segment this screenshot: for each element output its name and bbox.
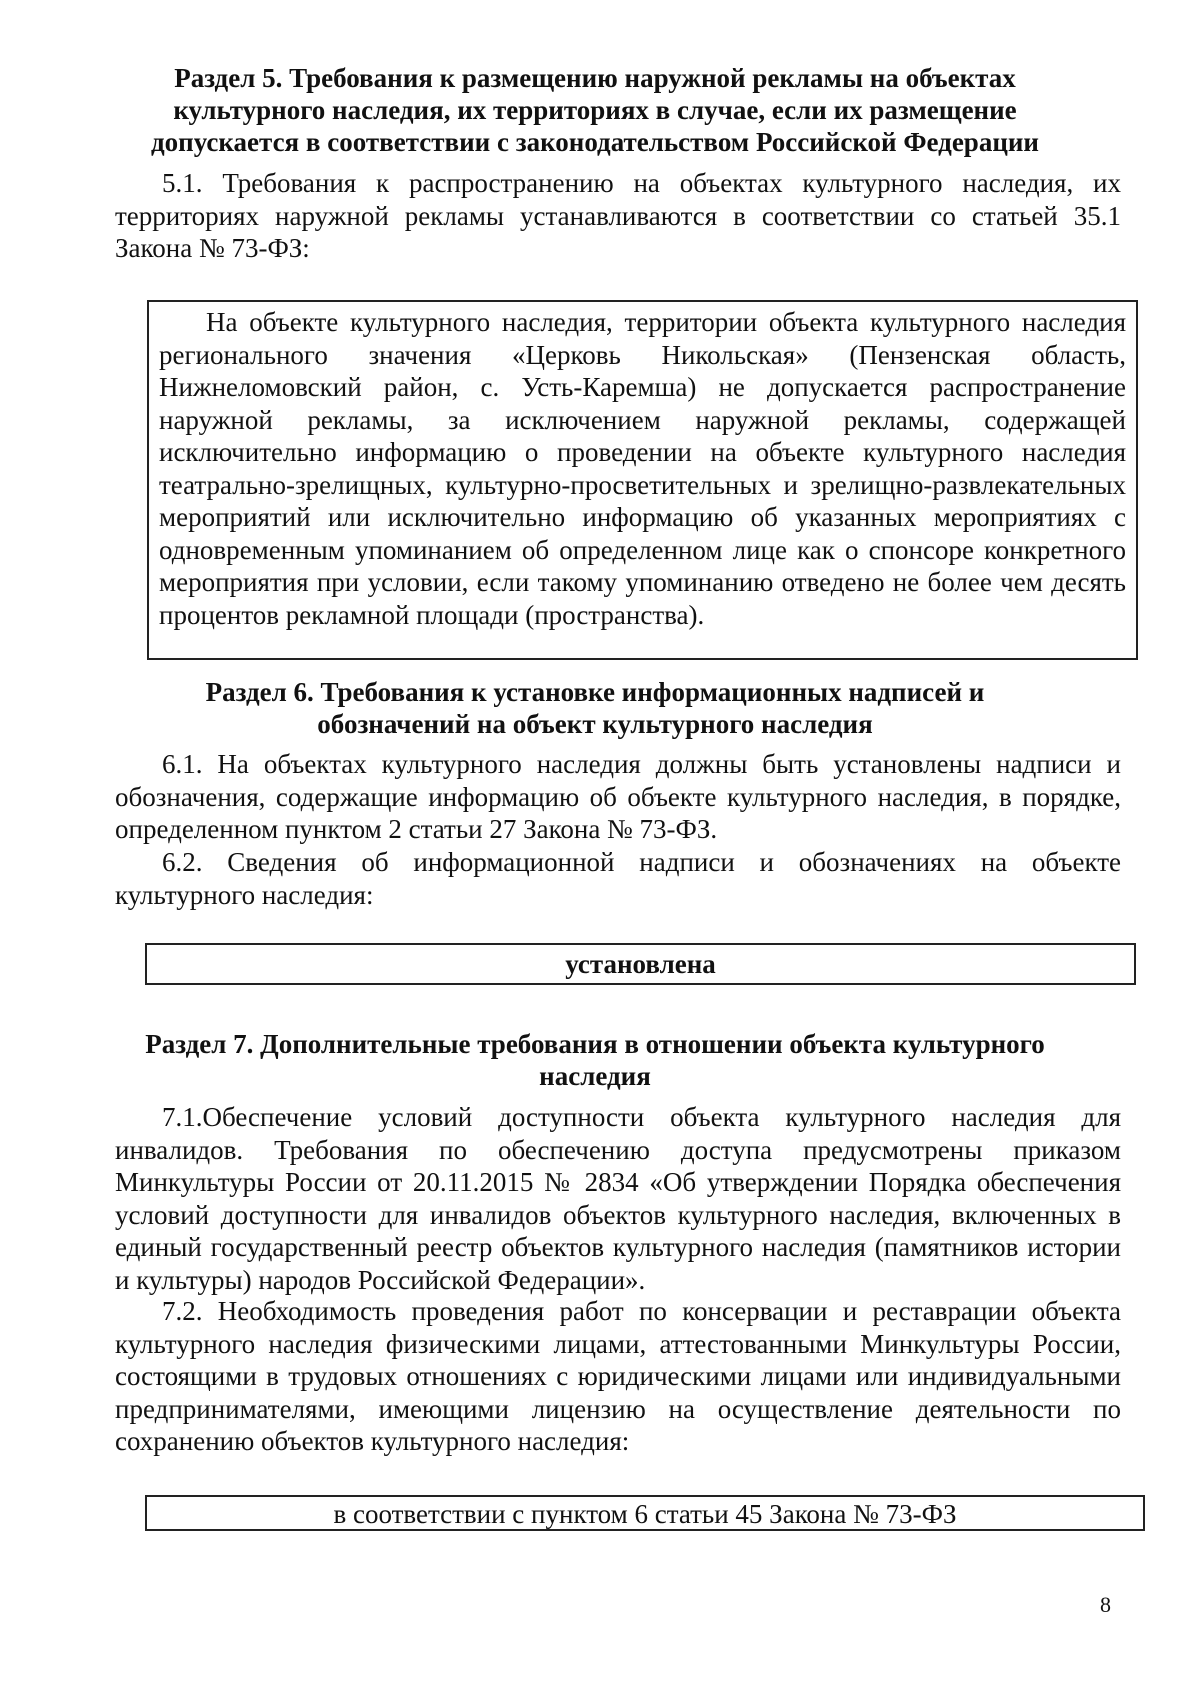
paragraph-5-1: 5.1. Требования к распространению на объектах культурного наследия, их территориях наружной рекламы устанавливаются в соответствии со статьей 35.1 Закона № 73-ФЗ: (115, 168, 1121, 263)
paragraph-6-1: 6.1. На объектах культурного наследия должны быть установлены надписи и обозначения, содержащие информацию об объекте культурного наследия, в порядке, определенном пунктом 2 статьи 27 Закона № 73-ФЗ. (115, 749, 1121, 844)
paragraph-7-2: 7.2. Необходимость проведения работ по консервации и реставрации объекта культурного наследия физическими лицами, аттестованными Минкультуры России, состоящими в трудовых отношениях с юридическими лицами или индивидуальными предпринимателями, имеющими лицензию на осуществление деятельности по сохранению объектов культурного наследия: (115, 1296, 1121, 1456)
inscription-status-text: установлена (565, 949, 716, 979)
section-7-heading: Раздел 7. Дополнительные требования в отношении объекта культурного наследия (145, 1029, 1045, 1091)
advertising-requirements-box (147, 300, 1138, 660)
restoration-requirement-box (145, 1495, 1145, 1531)
section-6-heading: Раздел 6. Требования к установке информационных надписей и обозначений на объект культурного наследия (205, 677, 985, 739)
restoration-requirement-text: в соответствии с пунктом 6 статьи 45 Закона № 73-ФЗ (333, 1499, 957, 1529)
page-number: 8 (1100, 1592, 1111, 1617)
inscription-status-box (145, 943, 1136, 985)
advertising-requirements-text: На объекте культурного наследия, территории объекта культурного наследия регионального значения «Церковь Никольская» (Пензенская область, Нижнеломовский район, с. Усть-Каремша) не допускается распространение наружной рекламы, за исключением наружной рекламы, содержащей исключительно информацию о проведении на объекте культурного наследия театрально-зрелищных, культурно-просветительных и зрелищно-развлекательных мероприятий или исключительно информацию об указанных мероприятиях с одновременным упоминанием об определенном лице как о спонсоре конкретного мероприятия при условии, если такому упоминанию отведено не более чем десять процентов рекламной площади (пространства). (159, 307, 1126, 630)
paragraph-6-2: 6.2. Сведения об информационной надписи и обозначениях на объекте культурного наследия: (115, 847, 1121, 910)
section-5-heading: Раздел 5. Требования к размещению наружной рекламы на объектах культурного наследия, их территориях в случае, если их размещение допускается в соответствии с законодательством Российской Федерации (150, 63, 1039, 157)
paragraph-7-1: 7.1.Обеспечение условий доступности объекта культурного наследия для инвалидов. Требования по обеспечению доступа предусмотрены приказом Минкультуры России от 20.11.2015 № 2834 «Об утверждении Порядка обеспечения условий доступности для инвалидов объектов культурного наследия, включенных в единый государственный реестр объектов культурного наследия (памятников истории и культуры) народов Российской Федерации». (115, 1102, 1121, 1295)
